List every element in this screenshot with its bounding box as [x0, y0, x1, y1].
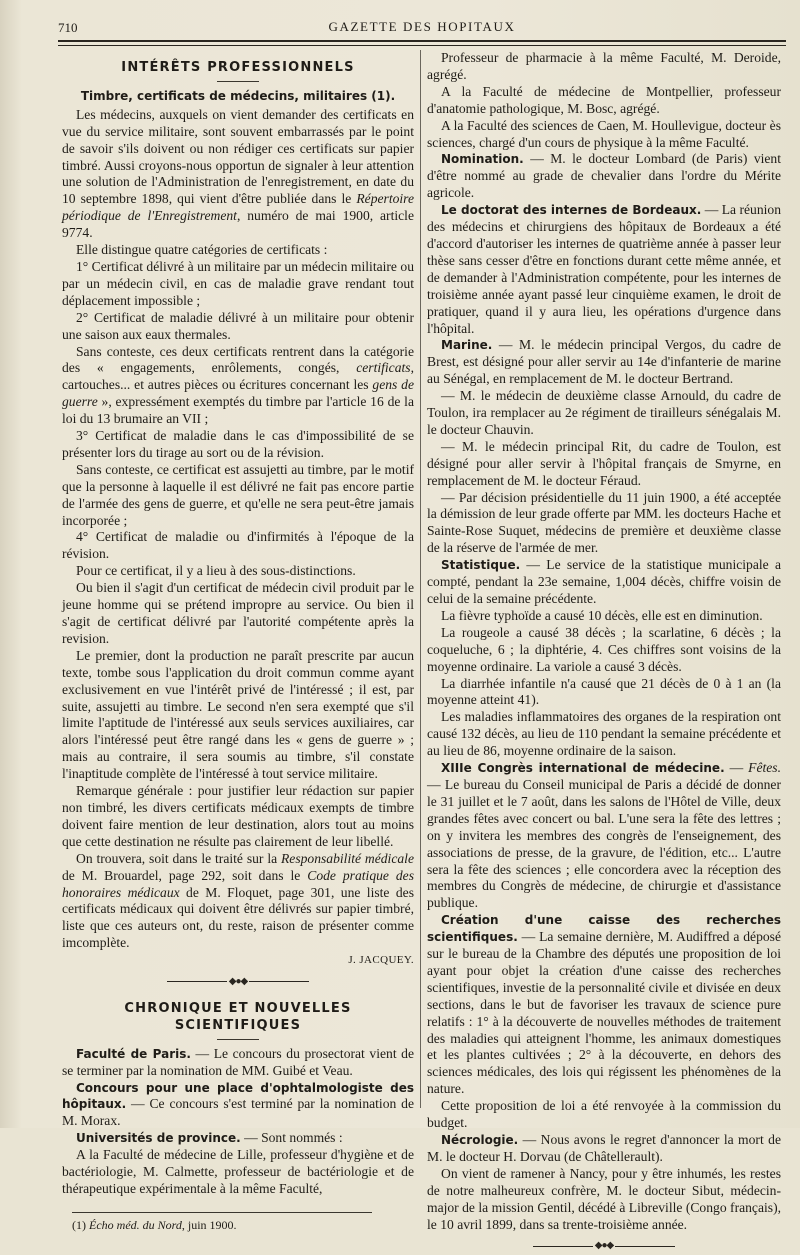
paragraph: La rougeole a causé 38 décès ; la scarlatine, 6 décès ; la coqueluche, 6 ; la diphtérie, 4. Ces chiffres sont voisins de la moyenne ordinaire. La variole a causé 3 décès.	[427, 624, 781, 674]
left-column	[62, 50, 414, 1232]
paragraph: Cette proposition de loi a été renvoyée à la commission du budget.	[427, 1098, 781, 1131]
paragraph: 3° Certificat de maladie dans le cas d'impossibilité de se présenter lors du tirage au sort ou de la révision.	[62, 428, 414, 460]
header-rule-thin	[58, 45, 786, 46]
paragraph: La diarrhée infantile n'a causé que 21 décès de 0 à 1 an (la moyenne atteint 41).	[427, 675, 781, 708]
paragraph: — M. le médecin principal Rit, du cadre de Toulon, est désigné pour aller servir à l'hôpital français de Smyrne, en remplacement de M. le docteur Féraud.	[427, 438, 781, 488]
paragraph: La fièvre typhoïde a causé 10 décès, elle est en diminution.	[441, 607, 763, 623]
news-item: Marine. — M. le médecin principal Vergos, du cadre de Brest, est désigné pour aller servir au 14e d'infanterie de marine au Sénégal, en remplacement de M. le docteur Bertrand.	[427, 337, 781, 387]
section-title-interets: INTÉRÊTS PROFESSIONNELS	[121, 60, 355, 75]
journal-title: GAZETTE DES HOPITAUX	[328, 19, 516, 34]
footnote: (1) Écho méd. du Nord, juin 1900.	[72, 1217, 237, 1232]
paragraph: Remarque générale : pour justifier leur rédaction sur papier non timbré, les divers certificats médicaux exempts de timbre doivent faire mention de leur destination, alors tout au moins que cette destination ne résulte pas clairement de leur libellé.	[62, 783, 414, 849]
paragraph: Sans conteste, ce certificat est assujetti au timbre, par le motif que la personne à laquelle il est délivré ne fait pas encore partie de l'armée des gens de guerre, et qu'elle ne sera peut-être jamais incorporée ;	[62, 461, 414, 528]
news-item: Universités de province. — Sont nommés :	[76, 1130, 343, 1146]
paragraph: Les médecins, auxquels on vient demander des certificats en vue du service militaire, sont souvent embarrassés par le point de savoir s'ils doivent ou non rédiger ces certificats sur papier timbré. Aussi croyons-nous opportun de signaler à leur attention une solution de l'Administration de l'enregistrement, en date du 10 septembre 1898, qui vient d'être publiée dans le Répertoire périodique de l'Enregistrement, numéro de mai 1900, article 9774.	[62, 106, 414, 241]
paragraph: 4° Certificat de maladie ou d'infirmités à l'époque de la révision.	[62, 529, 414, 562]
news-item: XIIIe Congrès international de médecine. — Fêtes. — Le bureau du Conseil municipal de Paris a décidé de donner le 31 juillet et le 7 août, dans les salons de l'Hôtel de Ville, deux grandes fêtes avec concert ou bal. L'une sera la fête des lettres ; on y invitera les membres des congrès de l'enseignement, des associations de presse, de la gravure, de l'édition, etc... L'autre sera la fête des sciences ; elle concordera avec la réception des membres du Congrès de médecine, de chirurgie et d'assistance publique.	[427, 760, 781, 911]
section-ornament: ◆●◆	[62, 974, 414, 991]
page-header	[58, 14, 786, 38]
paragraph: Le premier, dont la production ne paraît prescrite par aucun texte, tombe sous l'application du droit commun comme ayant exclusivement en vue l'intérêt privé de l'intéressé ; il est, par suite, assujetti au timbre. Le second n'en sera exempté que s'il limite l'aptitude de l'intéressé aux seuls services auxiliaires, car alors l'intéressé peut être rangé dans les « gens de guerre » ; mais au contraire, il sera soumis au timbre, s'il constate l'inaptitude complète de l'intéressé à tout service militaire.	[62, 647, 414, 782]
right-column	[427, 50, 782, 1252]
news-item: Nomination. — M. le docteur Lombard (de Paris) vient d'être nommé au grade de chevalier dans l'ordre du Mérite agricole.	[427, 151, 781, 201]
paragraph: Pour ce certificat, il y a lieu à des sous-distinctions.	[76, 563, 356, 579]
paragraph: A la Faculté des sciences de Caen, M. Houllevigue, docteur ès sciences, chargé d'un cours de physique à la même Faculté.	[427, 117, 781, 150]
paragraph: A la Faculté de médecine de Lille, professeur d'hygiène et de bactériologie, M. Calmette, professeur de bactériologie et de thérapeutique expérimentale à la même Faculté,	[62, 1147, 414, 1196]
paragraph: 1° Certificat délivré à un militaire par un médecin militaire ou par un médecin civil, en cas de maladie grave rendant tout déplacement impossible ;	[62, 258, 414, 308]
header-rule-thick	[58, 40, 786, 42]
column-divider	[420, 50, 421, 1108]
section-title-chronique: CHRONIQUE ET NOUVELLES SCIENTIFIQUES	[124, 1000, 352, 1033]
news-item: Faculté de Paris. — Le concours du prosectorat vient de se terminer par la nomination de MM. Guibé et Veau.	[62, 1045, 414, 1078]
paragraph: — Par décision présidentielle du 11 juin 1900, a été acceptée la démission de leur grade offerte par MM. les docteurs Hache et Sainte-Rose Suquet, médecins de première et deuxième classe de la réserve de l'armée de mer.	[427, 489, 781, 556]
paragraph: Professeur de pharmacie à la même Faculté, M. Deroide, agrégé.	[427, 50, 781, 82]
section-ornament: ◆●◆	[427, 1238, 781, 1255]
footnote-rule	[72, 1212, 372, 1213]
paragraph: On trouvera, soit dans le traité sur la Responsabilité médicale de M. Brouardel, page 292, soit dans le Code pratique des honoraires médicaux de M. Floquet, page 301, une liste des certificats médicaux qui doivent être délivrés sur papier timbré, liste que ces auteurs ont, du reste, raison de présenter comme imcomplète.	[62, 850, 414, 951]
title-rule	[217, 1039, 259, 1040]
news-item: Concours pour une place d'ophtalmologiste des hôpitaux. — Ce concours s'est terminé par la nomination de M. Morax.	[62, 1080, 414, 1129]
page-number: 710	[58, 20, 78, 35]
news-item: Le doctorat des internes de Bordeaux. — La réunion des médecins et chirurgiens des hôpitaux de Bordeaux a été d'accord d'autoriser les internes de quatrième année à passer leur thèse sans cesser d'être en fonctions durant cette même année, et de demander à l'Administration compétente, pour les internes de troisième année ayant passé leur cinquième examen, le droit de pratiquer, quand il y aura lieu, les opérations d'urgence dans l'hôpital.	[427, 202, 782, 336]
title-rule	[217, 81, 259, 82]
paragraph: A la Faculté de médecine de Montpellier, professeur d'anatomie pathologique, M. Bosc, agrégé.	[427, 83, 781, 116]
paragraph: — M. le médecin de deuxième classe Arnould, du cadre de Toulon, ira remplacer au 2e régiment de tirailleurs sénégalais M. le docteur Chauvin.	[427, 388, 781, 437]
article-subtitle: Timbre, certificats de médecins, militaires (1).	[80, 88, 396, 103]
paragraph: Ou bien il s'agit d'un certificat de médecin civil produit par le jeune homme qui se prétend impropre au service. Ou bien il s'agit de certificat délivré par l'autorité compétente après la revision.	[62, 580, 414, 646]
paragraph: Elle distingue quatre catégories de certificats :	[76, 242, 328, 258]
paragraph: On vient de ramener à Nancy, pour y être inhumés, les restes de notre malheureux confrère, M. le docteur Sibut, médecin-major de la mission Gentil, décédé à Libreville (Congo français), le 10 avril 1899, dans sa trente-troisième année.	[427, 1165, 781, 1232]
news-item: Statistique. — Le service de la statistique municipale a compté, pendant la 23e semaine, 1,004 décès, chiffre voisin de celui de la semaine précédente.	[427, 557, 781, 606]
paragraph: Les maladies inflammatoires des organes de la respiration ont causé 132 décès, au lieu de 110 pendant la semaine précédente et au lieu de 86, moyenne ordinaire de la saison.	[427, 709, 781, 759]
author-signature: J. JACQUEY.	[348, 954, 414, 967]
news-item: Création d'une caisse des recherches scientifiques. — La semaine dernière, M. Audiffred a déposé sur le bureau de la Chambre des députés une proposition de loi ayant pour objet la création d'une caisse des recherches scientifiques, investie de la personnalité civile et divisée en deux sections, dans le but de favoriser les travaux de science pure relatifs : 1° à la découverte de nouvelles méthodes de traitement des maladies qui atteignent l'homme, les animaux domestiques et les plantes cultivées ; 2° à la découverte, en dehors des sciences médicales, des lois qui régissent les phénomènes de la nature.	[427, 913, 781, 1097]
paragraph: Sans conteste, ces deux certificats rentrent dans la catégorie des « engagements, enrôlements, congés, certificats, cartouches... et autres pièces ou écritures concernant les gens de guerre », expressément exemptés du timbre par l'article 16 de la loi du 13 brumaire an VII ;	[62, 343, 414, 427]
paragraph: 2° Certificat de maladie délivré à un militaire pour obtenir une saison aux eaux thermales.	[62, 309, 414, 342]
news-item: Nécrologie. — Nous avons le regret d'annoncer la mort de M. le docteur H. Dorvau (de Châtellerault).	[427, 1132, 781, 1164]
